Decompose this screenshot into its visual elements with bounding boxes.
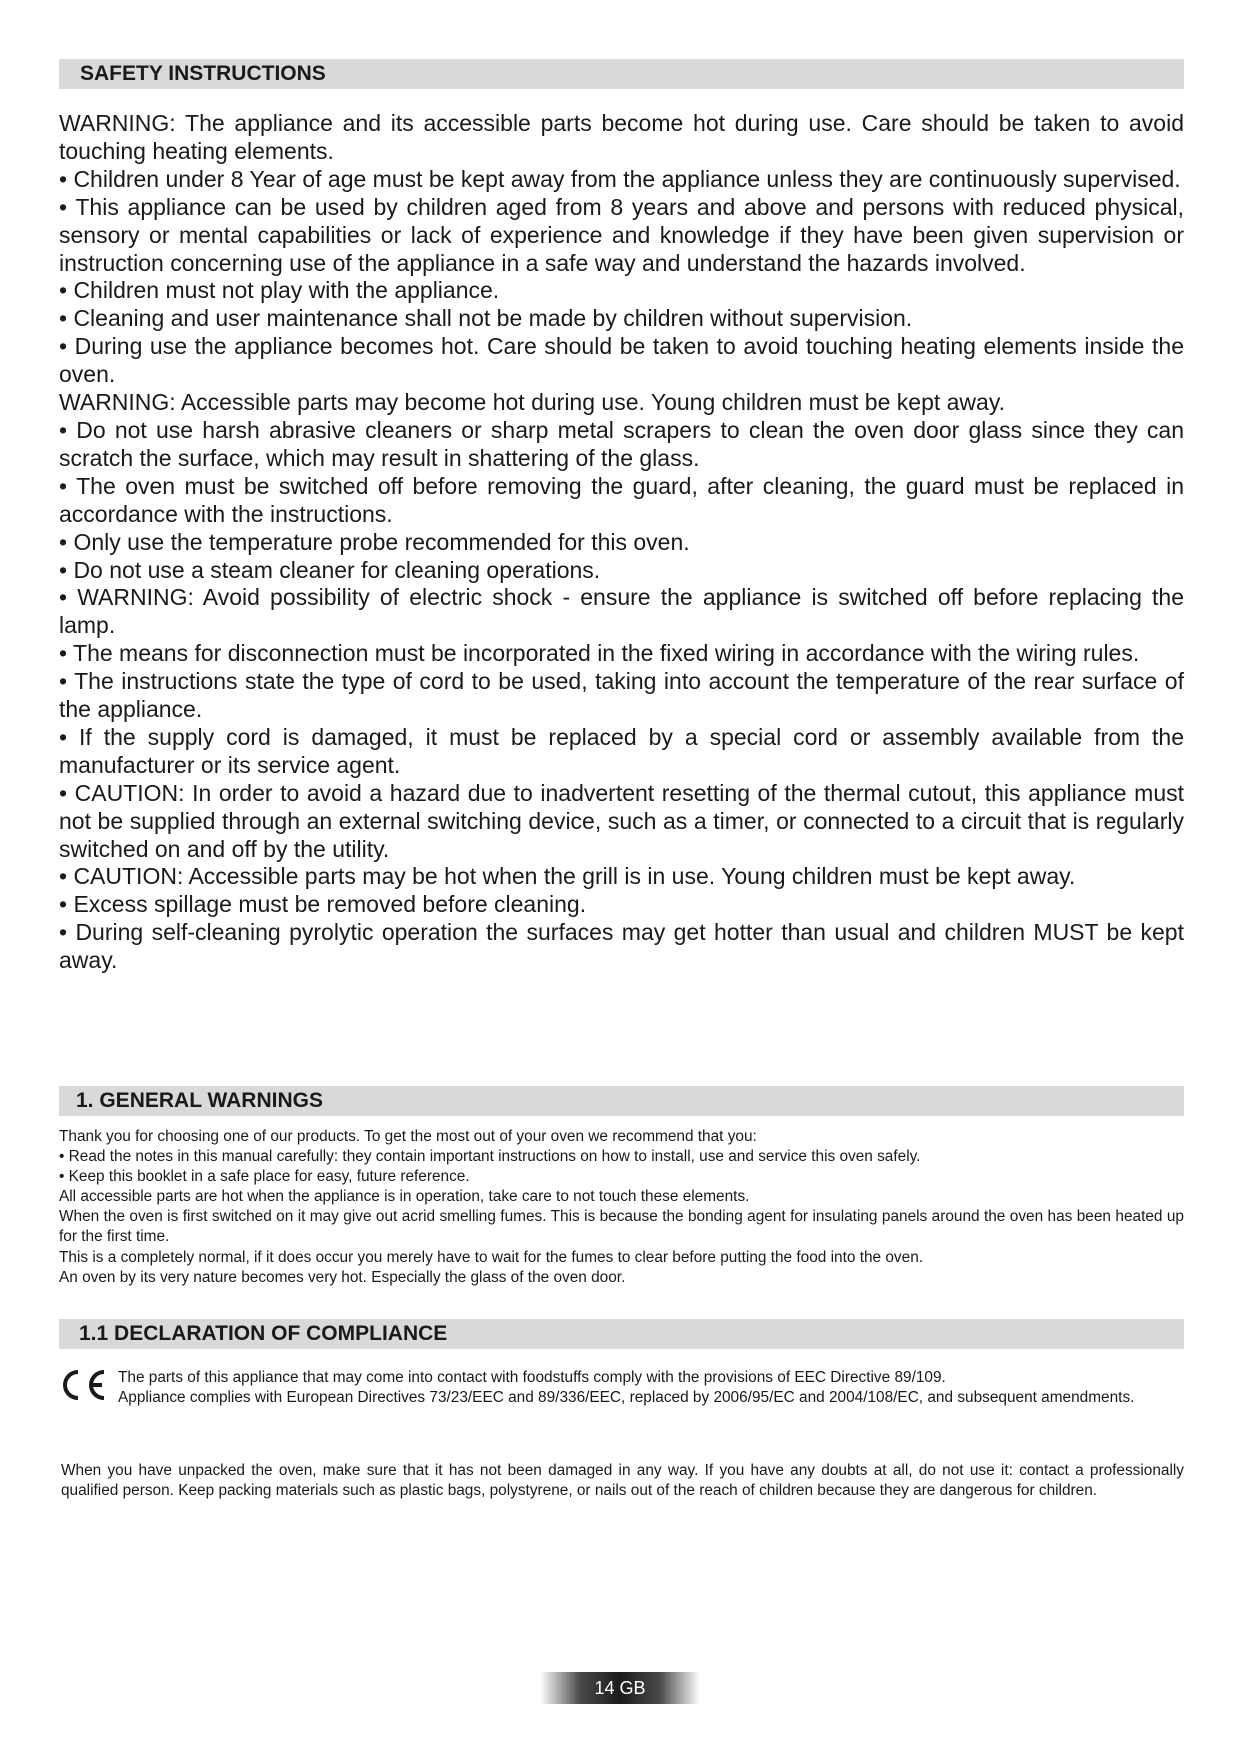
safety-item: • Cleaning and user maintenance shall not be made by children without supervision. <box>59 305 913 332</box>
safety-item: • The instructions state the type of cord to be used, taking into account the temperature of the rear surface of the appliance. <box>59 668 1184 723</box>
general-line: • Keep this booklet in a safe place for easy, future reference. <box>59 1168 470 1186</box>
safety-item: WARNING: Accessible parts may become hot during use. Young children must be kept away. <box>59 389 1006 416</box>
general-line: When the oven is first switched on it may give out acrid smelling fumes. This is because the bonding agent for insulating panels around the oven has been heated up for the first time. <box>59 1208 1184 1246</box>
safety-item: WARNING: The appliance and its accessible parts become hot during use. Care should be taken to avoid touching heating elements. <box>59 110 1184 164</box>
safety-item: • During self-cleaning pyrolytic operation the surfaces may get hotter than usual and children MUST be kept away. <box>59 919 1184 974</box>
safety-item: • Children must not play with the appliance. <box>59 277 500 304</box>
safety-item: • If the supply cord is damaged, it must be replaced by a special cord or assembly available from the manufacturer or its service agent. <box>59 723 1184 778</box>
compliance-line: The parts of this appliance that may come into contact with foodstuffs comply with the provisions of EEC Directive 89/109. <box>118 1369 946 1386</box>
safety-item: • Do not use a steam cleaner for cleaning operations. <box>59 556 601 583</box>
compliance-text <box>118 1368 1184 1407</box>
ce-mark-icon <box>58 1367 108 1403</box>
general-line: This is a completely normal, if it does occur you merely have to wait for the fumes to clear before putting the food into the oven. <box>59 1248 924 1266</box>
general-line: All accessible parts are hot when the appliance is in operation, take care to not touch these elements. <box>59 1188 750 1206</box>
safety-heading: SAFETY INSTRUCTIONS <box>80 62 326 85</box>
safety-item: • Children under 8 Year of age must be kept away from the appliance unless they are continuously supervised. <box>59 165 1181 192</box>
safety-item: • Excess spillage must be removed before cleaning. <box>59 891 587 918</box>
safety-item: • The oven must be switched off before removing the guard, after cleaning, the guard must be replaced in accordance with the instructions. <box>59 472 1184 527</box>
safety-item: • The means for disconnection must be incorporated in the fixed wiring in accordance with the wiring rules. <box>59 640 1140 667</box>
general-line: An oven by its very nature becomes very hot. Especially the glass of the oven door. <box>59 1268 626 1286</box>
safety-item: • WARNING: Avoid possibility of electric shock - ensure the appliance is switched off before replacing the lamp. <box>59 584 1184 639</box>
general-line: • Read the notes in this manual carefully: they contain important instructions on how to install, use and service this oven safely. <box>59 1148 921 1166</box>
safety-heading-bar <box>59 59 1184 89</box>
general-warnings-heading-bar <box>59 1086 1184 1116</box>
safety-item: • CAUTION: Accessible parts may be hot when the grill is in use. Young children must be kept away. <box>59 863 1076 890</box>
safety-item: • CAUTION: In order to avoid a hazard due to inadvertent resetting of the thermal cutout, this appliance must not be supplied through an external switching device, such as a timer, or connected to a circuit that is regularly switched on and off by the utility. <box>59 779 1184 862</box>
general-warnings-heading: 1. GENERAL WARNINGS <box>76 1089 323 1112</box>
safety-instructions-list <box>59 110 1184 975</box>
compliance-heading: 1.1 DECLARATION OF COMPLIANCE <box>79 1322 448 1345</box>
compliance-heading-bar <box>59 1319 1184 1349</box>
safety-item: • Only use the temperature probe recommended for this oven. <box>59 528 690 555</box>
compliance-line: Appliance complies with European Directives 73/23/EEC and 89/336/EEC, replaced by 2006/95/EC and 2004/108/EC, and subsequent amendments. <box>118 1388 1135 1406</box>
general-warnings-text <box>59 1127 1184 1288</box>
safety-item: • During use the appliance becomes hot. Care should be taken to avoid touching heating elements inside the oven. <box>59 333 1184 388</box>
safety-item: • Do not use harsh abrasive cleaners or sharp metal scrapers to clean the oven door glass since they can scratch the surface, which may result in shattering of the glass. <box>59 416 1184 471</box>
general-line: Thank you for choosing one of our products. To get the most out of your oven we recommend that you: <box>59 1128 757 1145</box>
page-number: 14 GB <box>540 1672 700 1704</box>
unpack-note: When you have unpacked the oven, make sure that it has not been damaged in any way. If you have any doubts at all, do not use it: contact a professionally qualified person. Keep packing materials such as plastic bags, polystyrene, or nails out of the reach of children because they are dangerous for children. <box>61 1462 1184 1499</box>
safety-item: • This appliance can be used by children aged from 8 years and above and persons with reduced physical, sensory or mental capabilities or lack of experience and knowledge if they have been given supervision or instruction concerning use of the appliance in a safe way and understand the hazards involved. <box>59 193 1184 276</box>
